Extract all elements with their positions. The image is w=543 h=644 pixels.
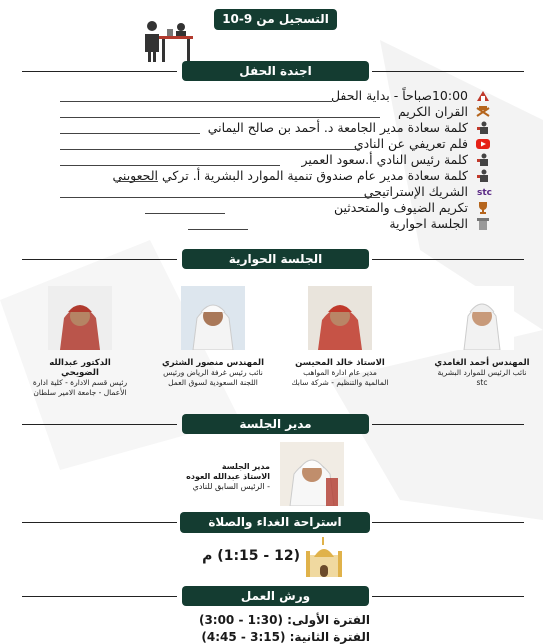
workshop-period-1: الفترة الأولى: (1:30 - 3:00) <box>198 613 370 627</box>
panel-title: الجلسة الحوارية <box>182 249 369 269</box>
speaker-photo <box>48 286 112 350</box>
agenda-item <box>331 88 468 104</box>
moderator-info <box>160 462 270 492</box>
agenda-item-text: الشريك الإستراتيجي <box>363 184 468 199</box>
agenda-item-text: فلم تعريفي عن النادي <box>353 136 468 151</box>
agenda-item <box>208 120 468 136</box>
speaker-name: الاستاذ خالد المحيسن <box>295 358 385 368</box>
leader-line <box>60 101 332 102</box>
agenda-item-text: تكريم الضيوف والمتحدثين <box>333 200 468 215</box>
speaker-card <box>158 286 268 387</box>
divider <box>22 596 177 597</box>
clock-tent-icon <box>476 89 490 102</box>
leader-line <box>145 213 225 214</box>
agenda-item <box>389 216 468 232</box>
agenda-title: اجندة الحفل <box>182 61 369 81</box>
divider <box>22 259 177 260</box>
moderator-photo <box>280 442 344 506</box>
leader-line <box>188 229 248 230</box>
agenda-item <box>354 136 468 152</box>
divider <box>22 71 177 72</box>
divider <box>372 259 524 260</box>
agenda-item-text: كلمة سعادة مدير عام صندوق تنمية الموارد البشرية أ. تركي الجعويني <box>112 168 468 183</box>
speaker-photo <box>181 286 245 350</box>
break-title: استراحة الغداء والصلاة <box>180 512 370 533</box>
quran-stand-icon <box>476 105 490 118</box>
speaker-icon <box>476 169 490 182</box>
moderator-label: مدير الجلسة <box>221 462 270 471</box>
agenda-item-text: 10:00صباحاً - بداية الحفل <box>330 88 468 103</box>
speaker-photo <box>308 286 372 350</box>
divider <box>22 424 177 425</box>
agenda-item <box>113 168 468 184</box>
speaker-card <box>432 286 532 387</box>
agenda-item-text: القران الكريم <box>397 104 468 119</box>
speaker-name: المهندس أحمد الغامدي <box>434 358 530 368</box>
speaker-role: نائب الرئيس للموارد البشرية stc <box>437 368 527 387</box>
leader-line <box>118 181 158 182</box>
speaker-card <box>290 286 390 387</box>
leader-line <box>60 149 360 150</box>
registration-desk-icon <box>140 18 195 64</box>
registration-title: التسجيل من 9-10 <box>214 9 337 30</box>
divider <box>372 522 524 523</box>
youtube-icon <box>476 137 490 150</box>
agenda-item <box>301 152 468 168</box>
agenda-item <box>334 200 468 216</box>
moderator-name: الاستاذ عبدالله العوده <box>186 472 270 481</box>
divider <box>22 522 177 523</box>
speaker-name: المهندس منصور الشثري <box>161 358 265 368</box>
moderator-role: - الرئيس السابق للنادي <box>192 482 270 491</box>
divider <box>372 71 524 72</box>
speaker-name: الدكتور عبدالله الضويحي <box>49 358 111 378</box>
workshops-title: ورش العمل <box>182 586 369 606</box>
break-time: (12 - 1:15) م <box>202 548 300 564</box>
speaker-role: مدير عام ادارة المواهب المالمية والتنظيم - شركة سابك <box>291 368 389 387</box>
divider <box>372 424 524 425</box>
speaker-icon <box>476 153 490 166</box>
speaker-role: نائب رئيس غرفة الرياض ورئيس اللجنة السعودية لسوق العمل <box>163 368 263 387</box>
leader-line <box>60 133 200 134</box>
agenda-item-text: كلمة رئيس النادي أ.سعود العمير <box>301 152 468 167</box>
agenda-item-text: الجلسة احوارية <box>389 216 468 231</box>
moderator-title: مدير الجلسة <box>182 414 369 434</box>
stc-logo: stc <box>477 188 492 198</box>
agenda-item-text: كلمة سعادة مدير الجامعة د. أحمد بن صالح اليماني <box>207 120 468 135</box>
speaker-icon <box>476 121 490 134</box>
workshop-period-2: الفترة الثانية: (3:15 - 4:45) <box>201 630 370 644</box>
leader-line <box>60 117 380 118</box>
divider <box>372 596 524 597</box>
mosque-icon <box>306 537 342 579</box>
agenda-item <box>398 104 468 120</box>
speaker-card <box>30 286 130 397</box>
trophy-icon <box>476 201 490 214</box>
speaker-role: رئيس قسم الادارة - كلية ادارة الأعمال - جامعة الامير سلطان <box>32 378 128 397</box>
podium-icon <box>476 217 490 230</box>
speaker-photo <box>450 286 514 350</box>
leader-line <box>60 165 280 166</box>
leader-line <box>60 197 380 198</box>
